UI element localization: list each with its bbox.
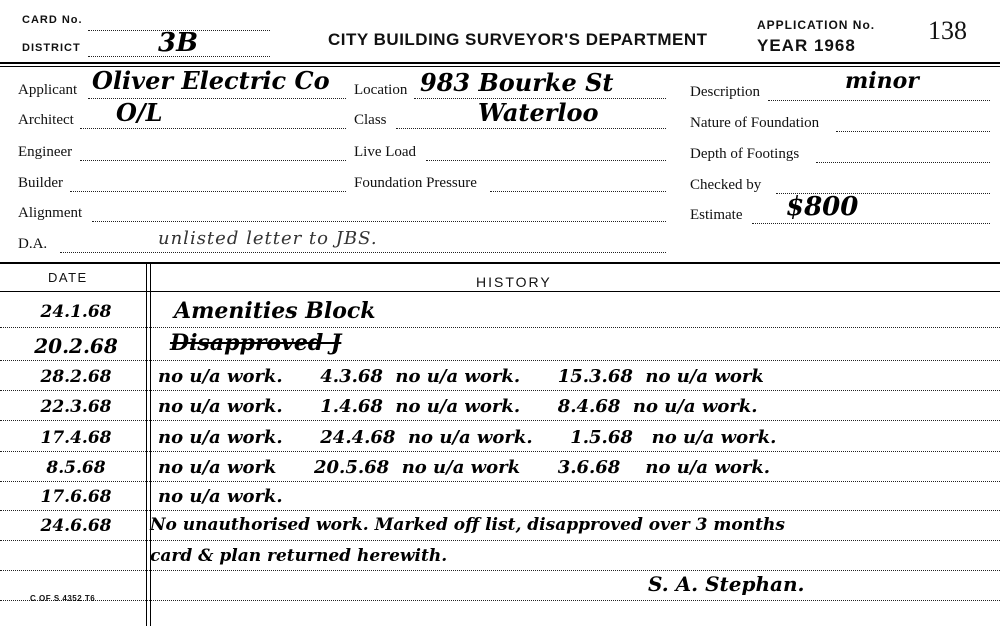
class-label: Class [354, 112, 387, 128]
applicant-value: Oliver Electric Co [92, 66, 330, 95]
application-number: 138 [928, 16, 967, 45]
history-entry: No unauthorised work. Marked off list, disapproved over 3 months [150, 515, 785, 535]
district-label: DISTRICT [22, 42, 81, 54]
history-row-line [0, 451, 1000, 452]
class-value: Waterloo [478, 98, 599, 127]
history-entry: no u/a work 20.5.68 no u/a work 3.6.68 no u/a work. [158, 457, 771, 478]
class-line [396, 128, 666, 129]
history-entry: no u/a work. [158, 486, 283, 507]
card-no-label: CARD No. [22, 14, 83, 26]
da-label: D.A. [18, 236, 48, 252]
year-label: YEAR 1968 [757, 36, 856, 55]
header-rule [0, 62, 1000, 64]
nature-foundation-label: Nature of Foundation [690, 115, 820, 131]
history-entry: Disapproved J [170, 330, 342, 356]
da-value: unlisted letter to JBS. [158, 228, 378, 249]
location-value: 983 Bourke St [420, 68, 614, 97]
alignment-label: Alignment [18, 205, 83, 221]
date-header: DATE [48, 270, 88, 285]
history-row-line [0, 570, 1000, 571]
builder-line [70, 191, 346, 192]
da-line [60, 252, 666, 253]
history-date: 8.5.68 [46, 458, 106, 478]
alignment-line [92, 221, 666, 222]
history-entry: no u/a work. 4.3.68 no u/a work. 15.3.68 no u/a work [158, 366, 764, 387]
description-value: minor [845, 68, 919, 94]
history-entry: Amenities Block [174, 298, 376, 324]
depth-footings-label: Depth of Footings [690, 146, 800, 162]
application-label: APPLICATION No. [757, 18, 876, 32]
checked-by-label: Checked by [690, 177, 762, 193]
history-row-line [0, 390, 1000, 391]
history-entry: card & plan returned herewith. [150, 546, 448, 566]
surveyor-signature: S. A. Stephan. [648, 572, 805, 596]
department-title: CITY BUILDING SURVEYOR'S DEPARTMENT [328, 30, 708, 49]
history-date: 22.3.68 [40, 397, 112, 417]
architect-label: Architect [18, 112, 74, 128]
liveload-label: Live Load [354, 144, 417, 160]
estimate-line [752, 223, 990, 224]
history-row-line [0, 360, 1000, 361]
history-header: HISTORY [476, 274, 552, 290]
description-label: Description [690, 84, 760, 100]
history-date: 20.2.68 [34, 334, 118, 358]
description-line [768, 100, 990, 101]
nature-foundation-line [836, 131, 990, 132]
history-row-line [0, 420, 1000, 421]
foundation-pressure-label: Foundation Pressure [354, 175, 477, 191]
engineer-line [80, 160, 346, 161]
liveload-line [426, 160, 666, 161]
location-label: Location [354, 82, 408, 98]
history-date: 17.4.68 [40, 428, 112, 448]
history-row-line [0, 510, 1000, 511]
date-column-divider [146, 262, 147, 626]
estimate-value: $800 [786, 192, 859, 222]
form-code: C OF S 4352 T6 [30, 594, 96, 603]
depth-footings-line [816, 162, 990, 163]
foundation-pressure-line [490, 191, 666, 192]
history-date: 28.2.68 [40, 367, 112, 387]
history-row-line [0, 327, 1000, 328]
history-date: 24.1.68 [40, 302, 112, 322]
architect-line [80, 128, 346, 129]
history-entry: no u/a work. 24.4.68 no u/a work. 1.5.68 no u/a work. [158, 427, 777, 448]
history-date: 17.6.68 [40, 487, 112, 507]
date-column-divider-2 [150, 262, 151, 626]
estimate-label: Estimate [690, 207, 743, 223]
history-entry: no u/a work. 1.4.68 no u/a work. 8.4.68 no u/a work. [158, 396, 758, 417]
architect-value: O/L [116, 98, 163, 127]
history-row-line [0, 600, 1000, 601]
builder-label: Builder [18, 175, 63, 191]
district-value: 3B [158, 28, 199, 58]
engineer-label: Engineer [18, 144, 73, 160]
history-date: 24.6.68 [40, 516, 112, 536]
applicant-label: Applicant [18, 82, 78, 98]
history-row-line [0, 481, 1000, 482]
history-row-line [0, 540, 1000, 541]
